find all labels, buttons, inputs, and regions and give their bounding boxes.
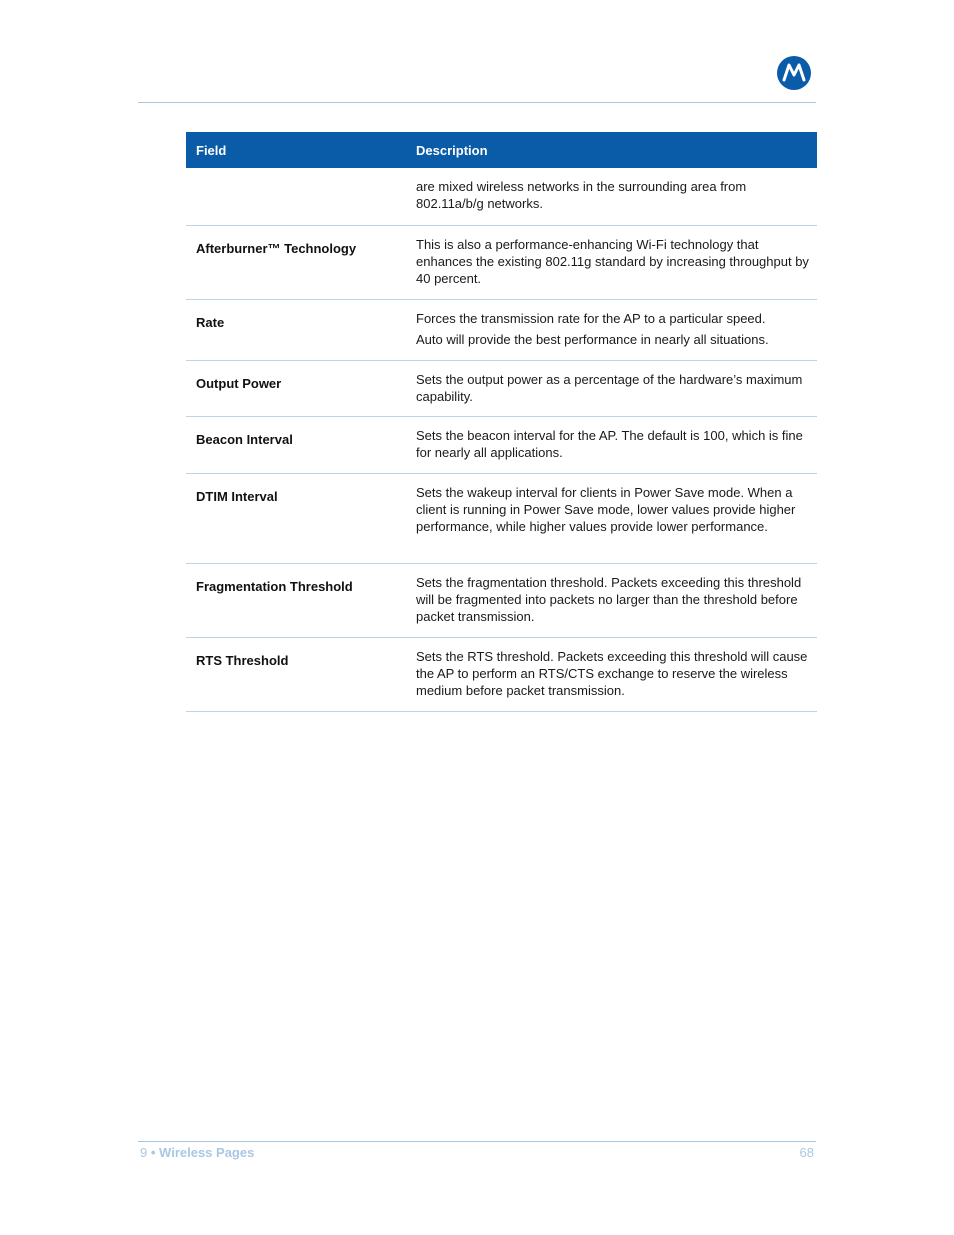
table-row — [186, 361, 817, 417]
field-name: Fragmentation Threshold — [196, 579, 353, 594]
field-description — [416, 484, 811, 535]
table-row — [186, 417, 817, 474]
field-description — [416, 178, 811, 212]
chapter-separator: • — [150, 1145, 156, 1160]
description-paragraph: Forces the transmission rate for the AP to a particular speed. — [416, 311, 766, 326]
description-paragraph: Auto will provide the best performance in nearly all situations. — [416, 332, 769, 347]
table-row — [186, 226, 817, 300]
field-description — [416, 310, 811, 348]
description-paragraph: Sets the wakeup interval for clients in Power Save mode. When a client is running in Power Save mode, lower values provide higher performance, while higher values provide lower performance. — [416, 485, 796, 534]
field-description — [416, 574, 811, 625]
page-number: 68 — [799, 1145, 814, 1160]
section-title: Wireless Pages — [159, 1145, 255, 1160]
description-paragraph: Sets the fragmentation threshold. Packets exceeding this threshold will be fragmented into packets no larger than the threshold before packet transmission. — [416, 575, 802, 624]
description-paragraph: This is also a performance-enhancing Wi-Fi technology that enhances the existing 802.11g standard by increasing throughput by 40 percent. — [416, 237, 809, 286]
table-header — [186, 132, 817, 168]
field-name: Beacon Interval — [196, 432, 293, 447]
field-name: Afterburner™ Technology — [196, 241, 357, 256]
description-paragraph: Sets the RTS threshold. Packets exceeding this threshold will cause the AP to perform an RTS/CTS exchange to reserve the wireless medium before packet transmission. — [416, 649, 808, 698]
header-divider — [138, 102, 816, 103]
field-name: Output Power — [196, 376, 282, 391]
field-description — [416, 427, 811, 461]
table-row — [186, 564, 817, 638]
table-row — [186, 474, 817, 564]
field-description — [416, 371, 811, 405]
table-row — [186, 638, 817, 712]
description-paragraph: Sets the beacon interval for the AP. The default is 100, which is fine for nearly all applications. — [416, 428, 803, 460]
field-name: RTS Threshold — [196, 653, 289, 668]
field-name: Rate — [196, 315, 225, 330]
field-description — [416, 236, 811, 287]
table-row — [186, 168, 817, 226]
footer-divider — [138, 1141, 816, 1142]
column-header-field: Field — [196, 142, 227, 158]
description-paragraph: are mixed wireless networks in the surrounding area from 802.11a/b/g networks. — [416, 179, 747, 211]
footer-chapter — [140, 1145, 254, 1160]
field-name: DTIM Interval — [196, 489, 278, 504]
table-row — [186, 300, 817, 361]
field-description — [416, 648, 811, 699]
motorola-logo-icon — [777, 56, 811, 90]
table-body — [186, 168, 817, 712]
field-description-table — [186, 132, 817, 712]
chapter-number: 9 — [140, 1145, 148, 1160]
description-paragraph: Sets the output power as a percentage of the hardware’s maximum capability. — [416, 372, 803, 404]
column-header-description: Description — [416, 142, 488, 158]
